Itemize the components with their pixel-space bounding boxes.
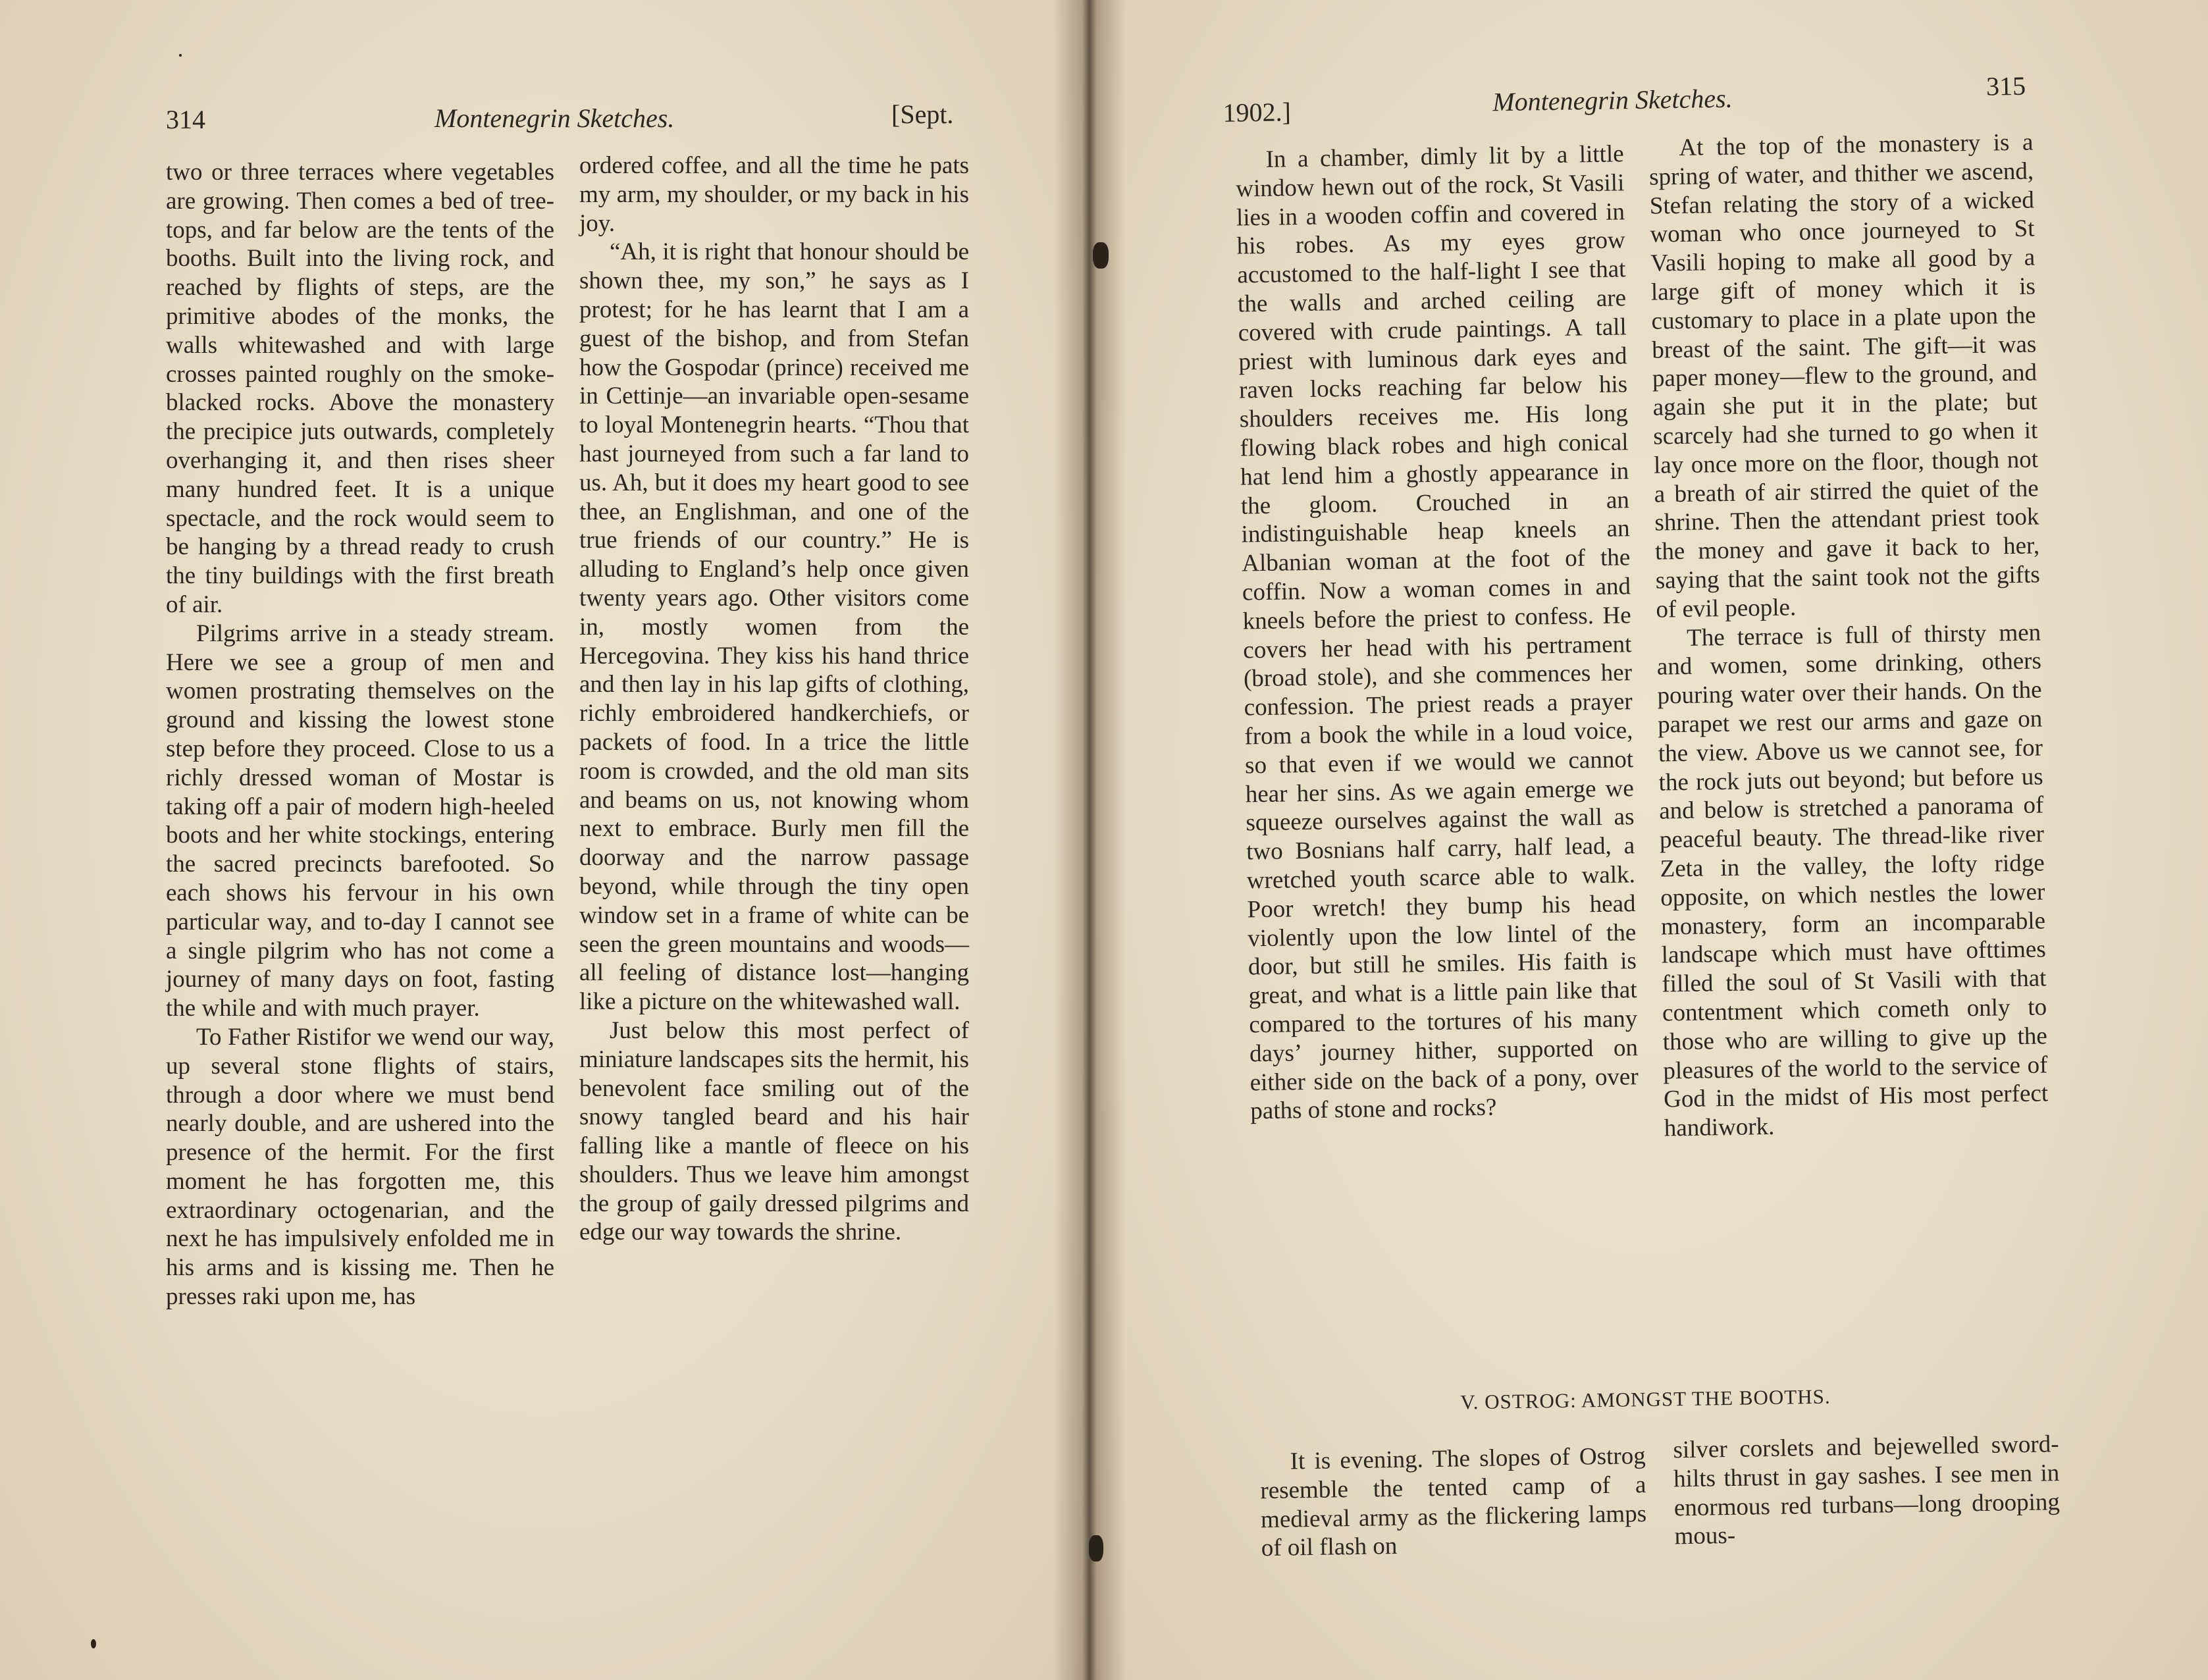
- right-page: [1085, 0, 2208, 1680]
- right-column-1: [1235, 140, 1639, 1126]
- left-running-title: Montenegrin Sketches.: [434, 103, 675, 133]
- paragraph: two or three terraces where vegetables are growing. Then comes a bed of tree-tops, and far below are the tents of the booths. Built into the living rock, and reached by flights of steps, are the primitive abodes of the monks, the walls whitewashed and with large crosses painted roughly on the smoke-blacked rocks. Above the monastery the precipice juts outwards, completely overhanging it, and then rises sheer many hundred feet. It is a unique spectacle, and the rock would seem to be hanging by a thread ready to crush the tiny buildings with the first breath of air.: [166, 159, 554, 618]
- left-page: [0, 0, 1085, 1680]
- right-page-number: 315: [1985, 70, 2026, 101]
- right-running-date: 1902.]: [1222, 97, 1292, 128]
- binding-hole: [1093, 242, 1109, 269]
- binding-hole: [1089, 1535, 1103, 1562]
- paragraph: It is evening. The slopes of Ostrog resemble the tented camp of a medieval army as the flickering lamps of oil flash on: [1260, 1442, 1647, 1562]
- left-column-2: [579, 151, 969, 1247]
- section-heading: V. OSTROG: AMONGST THE BOOTHS.: [1460, 1384, 1831, 1414]
- left-page-number: 314: [166, 105, 205, 134]
- paragraph: At the top of the monastery is a spring of water, and thither we ascend, Stefan relating the story of a wicked woman who once journeyed to St Vasili hoping to make all good by a large gift of money which it is customary to place in a plate upon the breast of the saint. The gift—it was paper money—flew to the ground, and again she put it in the plate; but scarcely had she turned to go when it lay once more on the floor, though not a breath of air stirred the quiet of the shrine. Then the attendant priest took the money and gave it back to her, saying that the saint took not the gifts of evil people.: [1648, 128, 2041, 623]
- ink-speck: [179, 54, 182, 57]
- right-column-3: [1259, 1442, 1647, 1563]
- paragraph: “Ah, it is right that honour should be shown thee, my son,” he says as I protest; for he has learnt that I am a guest of the bishop, and from Stefan how the Gospodar (prince) received me in Cettinje—an invariable open-sesame to loyal Montenegrin hearts. “Thou that hast journeyed from such a far land to us. Ah, but it does my heart good to see thee, an Englishman, and one of the true friends of our country.” He is alluding to England’s help once given twenty years ago. Other visitors come in, mostly women from the Hercegovina. They kiss his hand thrice and then lay in his lap gifts of clothing, richly embroidered handkerchiefs, or packets of food. In a trice the little room is crowded, and the old man sits and beams on us, not knowing whom next to embrace. Burly men fill the doorway and the narrow passage beyond, while through the tiny open window set in a frame of white can be seen the green mountains and woods—all feeling of distance lost—hanging like a picture on the whitewashed wall.: [579, 238, 969, 1016]
- right-column-4: [1673, 1430, 2061, 1551]
- left-running-date: [Sept.: [891, 99, 954, 129]
- right-column-2: [1648, 128, 2049, 1143]
- right-running-title: Montenegrin Sketches.: [1492, 83, 1733, 117]
- paragraph: The terrace is full of thirsty men and women, some drinking, others pouring water over their hands. On the parapet we rest our arms and gaze on the view. Above us we cannot see, for the rock juts out beyond; but before us and below is stretched a panorama of peaceful beauty. The thread-like river Zeta in the valley, the lofty ridge opposite, on which nestles the lower monastery, form an incomparable landscape which must have ofttimes filled the soul of St Vasili with that contentment which cometh only to those who are willing to give up the pleasures of the world to the service of God in the midst of His most perfect handiwork.: [1656, 618, 2049, 1142]
- paragraph: ordered coffee, and all the time he pats my arm, my shoulder, or my back in his joy.: [579, 152, 969, 237]
- right-page-content: [1085, 0, 2208, 1680]
- paragraph: Pilgrims arrive in a steady stream. Here we see a group of men and women prostrating themselves on the ground and kissing the lowest stone step before they proceed. Close to us a richly dressed woman of Mostar is taking off a pair of modern high-heeled boots and her white stockings, entering the sacred precincts barefooted. So each shows his fervour in his own particular way, and to-day I cannot see a single pilgrim who has not come a journey of many days on foot, fasting the while and with much prayer.: [166, 619, 554, 1022]
- left-column-1: [166, 158, 554, 1311]
- paragraph: In a chamber, dimly lit by a little window hewn out of the rock, St Vasili lies in a wooden coffin and covered in his robes. As my eyes grow accustomed to the half-light I see that the walls and arched ceiling are covered with crude paintings. A tall priest with luminous dark eyes and raven locks reaching far below his shoulders receives me. His long flowing black robes and high conical hat lend him a ghostly appearance in the gloom. Crouched in an indistinguishable heap kneels an Albanian woman at the foot of the coffin. Now a woman comes in and kneels before the priest to confess. He covers her head with his pertrament (broad stole), and she commences her confession. The priest reads a prayer from a book the while in a loud voice, so that even if we would we cannot hear her sins. As we again emerge we squeeze ourselves against the wall as two Bosnians half carry, half lead, a wretched youth scarce able to walk. Poor wretch! they bump his head violently upon the low lintel of the door, but still he smiles. His faith is great, and what is a little pain like that compared to the tortures of his many days’ journey hither, supported on either side on the back of a pony, over paths of stone and rocks?: [1236, 140, 1639, 1125]
- ink-speck: [91, 1639, 96, 1648]
- paragraph: To Father Ristifor we wend our way, up several stone flights of stairs, through a door where we must bend nearly double, and are ushered into the presence of the hermit. For the first moment he has forgotten me, this extraordinary octogenarian, and the next he has impulsively enfolded me in his arms and is kissing me. Then he presses raki upon me, has: [166, 1023, 554, 1311]
- paragraph: Just below this most perfect of miniature landscapes sits the hermit, his benevolent face smiling out of the snowy tangled beard and his hair falling like a mantle of fleece on his shoulders. Thus we leave him amongst the group of gaily dressed pilgrims and edge our way towards the shrine.: [579, 1016, 969, 1246]
- paragraph: silver corslets and bejewelled sword-hilts thrust in gay sashes. I see men in enormous red turbans—long drooping mous-: [1673, 1431, 2061, 1550]
